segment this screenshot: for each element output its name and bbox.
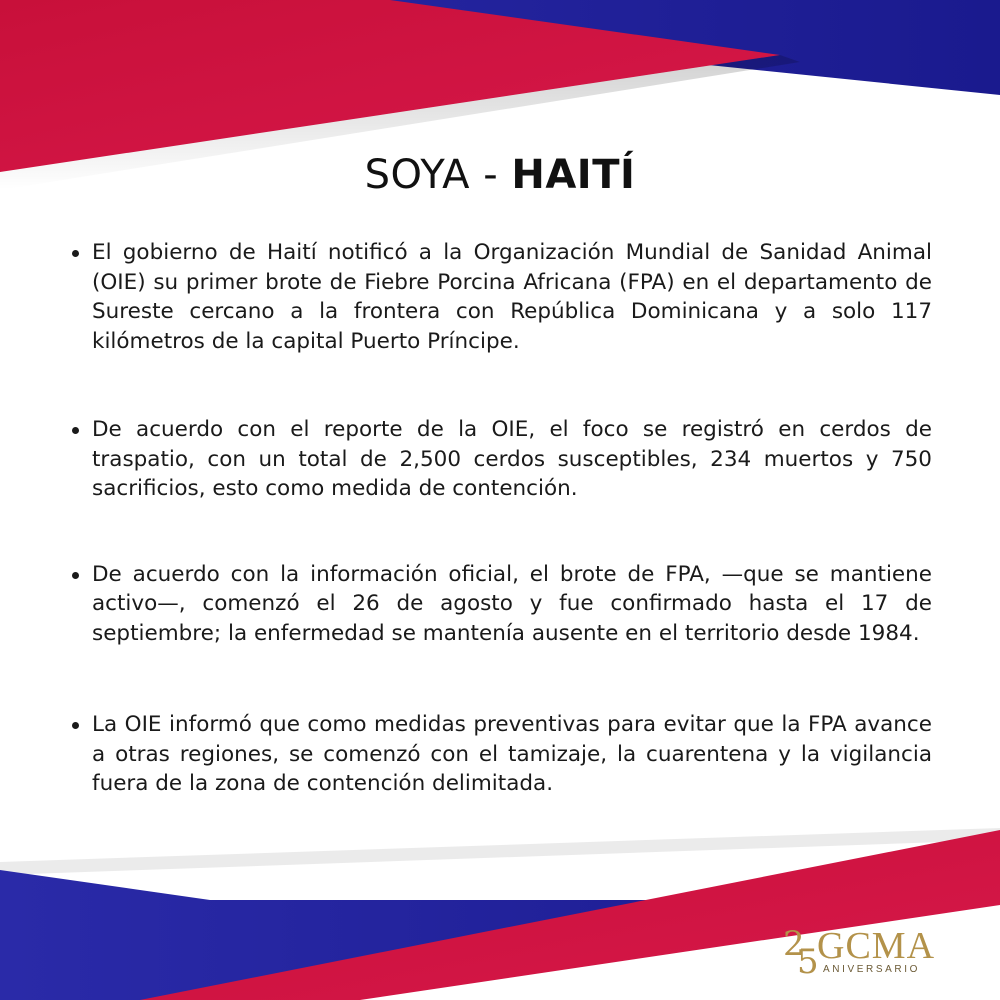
bullet-item: De acuerdo con la información oficial, el brote de FPA, —que se mantiene activo—, comenzó el 26 de agosto y fue confirmado hasta el 17 de septiembre; la enfermedad se mantenía ausente en el territorio desde 1984. [70,560,932,649]
logo-number-a: 2 [783,924,805,964]
title-regular: SOYA - [364,152,512,198]
logo-name: GCMA [817,925,936,967]
bullet-item: De acuerdo con el reporte de la OIE, el foco se registró en cerdos de traspatio, con un total de 2,500 cerdos susceptibles, 234 muertos y 750 sacrificios, esto como medida de contención. [70,415,932,504]
gcma-logo [775,920,950,990]
bullet-item: El gobierno de Haití notificó a la Organización Mundial de Sanidad Animal (OIE) su primer brote de Fiebre Porcina Africana (FPA) en el departamento de Sureste cercano a la frontera con República Dominicana y a solo 117 kilómetros de la capital Puerto Príncipe. [70,238,932,356]
bullet-item: La OIE informó que como medidas preventivas para evitar que la FPA avance a otras regiones, se comenzó con el tamizaje, la cuarentena y la vigilancia fuera de la zona de contención delimitada. [70,710,932,799]
title-bold: HAITÍ [511,152,636,198]
page-title [0,152,1000,198]
bullet-list [70,238,932,799]
logo-subtitle: ANIVERSARIO [823,964,920,975]
logo-number-b: 5 [797,942,819,982]
